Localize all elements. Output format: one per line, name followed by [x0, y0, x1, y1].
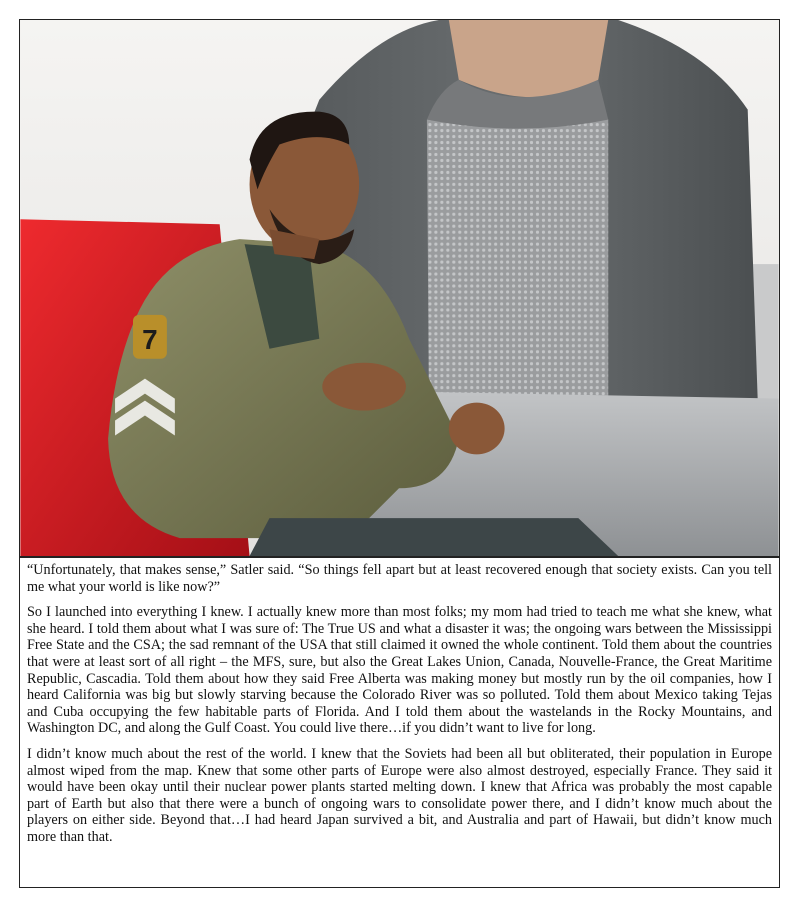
unit-patch-number: 7	[142, 323, 158, 355]
caption-paragraph: “Unfortunately, that makes sense,” Satler said. “So things fell apart but at least recovered enough that society exists. Can you tell me what your world is like now?”	[27, 562, 772, 595]
caption-paragraph: So I launched into everything I knew. I actually knew more than most folks; my mom had tried to teach me what she knew, what she heard. I told them about what I was sure of: The True US and what a disaster it was; the ongoing wars between the Mississippi Free State and the CSA; the sad remnant of the USA that still claimed it owned the whole continent. Told them about the countries that were at least sort of all right – the MFS, sure, but also the Great Lakes Union, Canada, Nouvelle-France, the Great Maritime Republic, Cascadia. Told them about how they said Free Alberta was making money but mostly run by the oil companies, how I heard California was big but slowly starving because the Colorado River was so polluted. Told them about Mexico taking Tejas and Cuba occupying the few habitable parts of Florida. And I told them about the wastelands in the Rocky Mountains, and Washington DC, and along the Gulf Coast. You could live there…if you didn’t want to live for long.	[27, 604, 772, 737]
illustration-panel	[19, 19, 780, 557]
story-caption	[19, 557, 780, 888]
caption-paragraph: I didn’t know much about the rest of the world. I knew that the Soviets had been all but obliterated, their population in Europe almost wiped from the map. Knew that some other parts of Europe were also almost destroyed, especially France. They said it would have been okay until their nuclear power plants started melting down. I knew that Africa was probably the most capable part of Earth but also that there were a bunch of ongoing wars to consolidate power there, and I didn’t know much about the players on either side. Beyond that…I had heard Japan survived a bit, and Australia and part of Hawaii, but didn’t know much more than that.	[27, 745, 772, 845]
scene-illustration	[20, 20, 779, 556]
